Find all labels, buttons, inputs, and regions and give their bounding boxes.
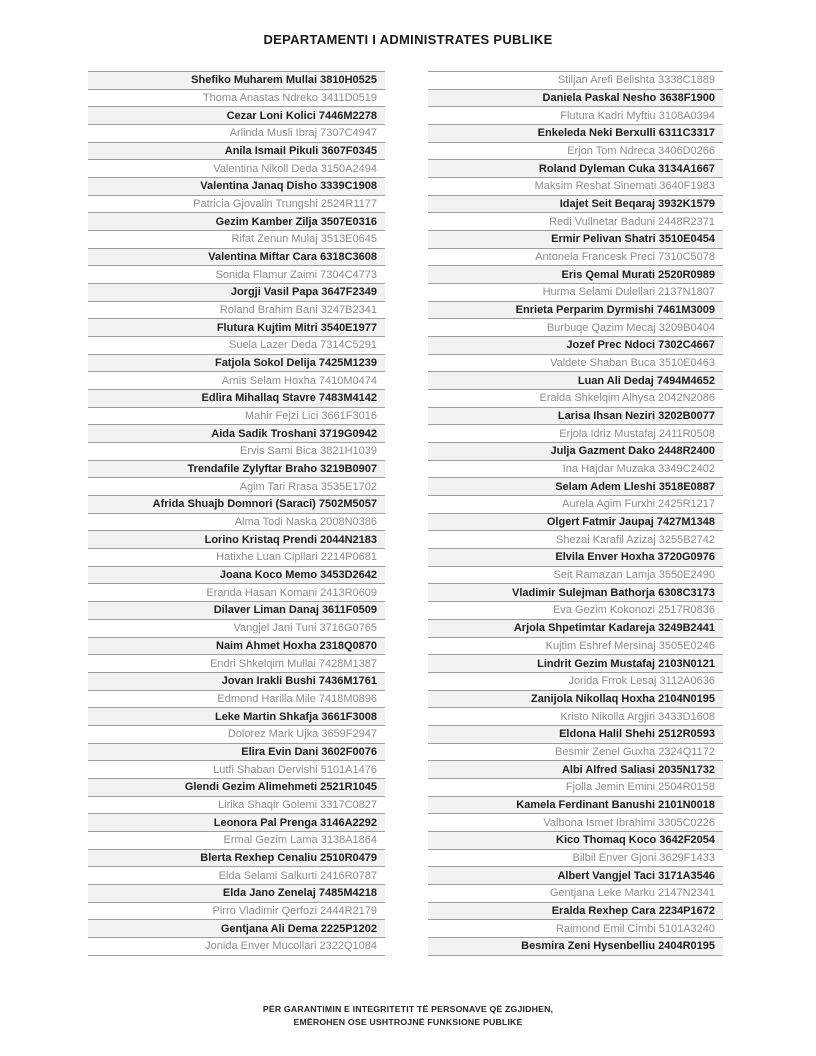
list-item: Jozef Prec Ndoci 7302C4667	[428, 337, 723, 355]
list-item: Luan Ali Dedaj 7494M4652	[428, 372, 723, 390]
list-item: Kico Thomaq Koco 3642F2054	[428, 832, 723, 850]
list-item: Trendafile Zylyftar Braho 3219B0907	[88, 461, 385, 479]
list-item: Vladimir Sulejman Bathorja 6308C3173	[428, 584, 723, 602]
list-item: Agim Tari Rrasa 3535E1702	[88, 478, 385, 496]
list-item: Albi Alfred Saliasi 2035N1732	[428, 761, 723, 779]
list-item: Aida Sadik Troshani 3719G0942	[88, 425, 385, 443]
list-item: Elda Selami Salkurti 2416R0787	[88, 867, 385, 885]
list-item: Antonela Francesk Preci 7310C5078	[428, 249, 723, 267]
list-item: Albert Vangjel Taci 3171A3546	[428, 867, 723, 885]
list-item: Julja Gazment Dako 2448R2400	[428, 443, 723, 461]
list-item: Eralda Rexhep Cara 2234P1672	[428, 903, 723, 921]
list-item: Suela Lazer Deda 7314C5291	[88, 337, 385, 355]
list-item: Valdete Shaban Buca 3510E0463	[428, 355, 723, 373]
list-item: Roland Dyleman Cuka 3134A1667	[428, 160, 723, 178]
list-item: Elda Jano Zenelaj 7485M4218	[88, 885, 385, 903]
list-item: Lorino Kristaq Prendi 2044N2183	[88, 531, 385, 549]
list-item: Eris Qemal Murati 2520R0989	[428, 266, 723, 284]
list-item: Bilbil Enver Gjoni 3629F1433	[428, 850, 723, 868]
list-item: Stiljan Arefi Belishta 3338C1889	[428, 72, 723, 90]
list-item: Anila Ismail Pikuli 3607F0345	[88, 143, 385, 161]
list-item: Dolorez Mark Ujka 3659F2947	[88, 726, 385, 744]
roster-column-right	[428, 71, 723, 956]
list-item: Patricia Gjovalin Trungshi 2524R1177	[88, 196, 385, 214]
list-item: Naim Ahmet Hoxha 2318Q0870	[88, 638, 385, 656]
list-item: Lutfi Shaban Dervishi 5101A1476	[88, 761, 385, 779]
list-item: Jovan Irakli Bushi 7436M1761	[88, 673, 385, 691]
footer-line-1: PËR GARANTIMIN E INTEGRITETIT TË PERSONAVE QË ZGJIDHEN,	[262, 1004, 554, 1014]
list-item: Eldona Halil Shehi 2512R0593	[428, 726, 723, 744]
list-item: Ina Hajdar Muzaka 3349C2402	[428, 461, 723, 479]
list-item: Ermal Gezim Lama 3138A1864	[88, 832, 385, 850]
list-item: Hatixhe Luan Cipllari 2214P0681	[88, 549, 385, 567]
page-footer	[0, 1003, 816, 1029]
footer-line-2: EMËROHEN OSE USHTROJNË FUNKSIONE PUBLIKE	[293, 1017, 523, 1027]
list-item: Valentina Miftar Cara 6318C3608	[88, 249, 385, 267]
list-item: Endri Shkelqim Mullai 7428M1387	[88, 655, 385, 673]
list-item: Blerta Rexhep Cenaliu 2510R0479	[88, 850, 385, 868]
list-item: Aurela Agim Furxhi 2425R1217	[428, 496, 723, 514]
list-item: Dilaver Liman Danaj 3611F0509	[88, 602, 385, 620]
list-item: Maksim Reshat Sinemati 3640F1983	[428, 178, 723, 196]
list-item: Redi Vullnetar Baduni 2448R2371	[428, 213, 723, 231]
list-item: Kristo Nikolla Argjiri 3433D1608	[428, 708, 723, 726]
list-item: Eva Gezim Kokonozi 2517R0836	[428, 602, 723, 620]
list-item: Burbuqe Qazim Mecaj 3209B0404	[428, 319, 723, 337]
list-item: Lirika Shaqir Golemi 3317C0827	[88, 797, 385, 815]
list-item: Mahir Fejzi Lici 3661F3016	[88, 408, 385, 426]
list-item: Joana Koco Memo 3453D2642	[88, 567, 385, 585]
list-item: Erjon Tom Ndreca 3406D0266	[428, 143, 723, 161]
list-item: Kamela Ferdinant Banushi 2101N0018	[428, 797, 723, 815]
list-item: Enrieta Perparim Dyrmishi 7461M3009	[428, 302, 723, 320]
list-item: Ermir Pelivan Shatri 3510E0454	[428, 231, 723, 249]
roster-column-left	[88, 71, 385, 956]
list-item: Afrida Shuajb Domnori (Saraci) 7502M5057	[88, 496, 385, 514]
list-item: Gezim Kamber Zilja 3507E0316	[88, 213, 385, 231]
list-item: Jorgji Vasil Papa 3647F2349	[88, 284, 385, 302]
list-item: Gentjana Ali Dema 2225P1202	[88, 920, 385, 938]
list-item: Olgert Fatmir Jaupaj 7427M1348	[428, 514, 723, 532]
list-item: Roland Brahim Bani 3247B2341	[88, 302, 385, 320]
list-item: Besmira Zeni Hysenbelliu 2404R0195	[428, 938, 723, 956]
list-item: Ervis Sami Bica 3821H1039	[88, 443, 385, 461]
list-item: Hurma Selami Dulellari 2137N1807	[428, 284, 723, 302]
list-item: Gentjana Leke Marku 2147N2341	[428, 885, 723, 903]
list-item: Leonora Pal Prenga 3146A2292	[88, 814, 385, 832]
list-item: Shezai Karafil Azizaj 3255B2742	[428, 531, 723, 549]
list-item: Alma Todi Naska 2008N0386	[88, 514, 385, 532]
list-item: Idajet Seit Beqaraj 3932K1579	[428, 196, 723, 214]
list-item: Enkeleda Neki Berxulli 6311C3317	[428, 125, 723, 143]
list-item: Selam Adem Lleshi 3518E0887	[428, 478, 723, 496]
list-item: Edlira Mihallaq Stavre 7483M4142	[88, 390, 385, 408]
list-item: Erjola Idriz Mustafaj 2411R0508	[428, 425, 723, 443]
list-item: Edmond Harilla Mile 7418M0896	[88, 691, 385, 709]
page-title: DEPARTAMENTI I ADMINISTRATES PUBLIKE	[263, 32, 553, 47]
list-item: Kujtim Eshref Mersinaj 3505E0246	[428, 638, 723, 656]
list-item: Jorida Frrok Lesaj 3112A0636	[428, 673, 723, 691]
list-item: Pirro Vladimir Qerfozi 2444R2179	[88, 903, 385, 921]
list-item: Arnis Selam Hoxha 7410M0474	[88, 372, 385, 390]
list-item: Valbona Ismet Ibrahimi 3305C0226	[428, 814, 723, 832]
list-item: Elira Evin Dani 3602F0076	[88, 744, 385, 762]
list-item: Eralda Shkelqim Alhysa 2042N2086	[428, 390, 723, 408]
list-item: Eranda Hasan Komani 2413R0609	[88, 584, 385, 602]
list-item: Elvila Enver Hoxha 3720G0976	[428, 549, 723, 567]
list-item: Besmir Zenel Guxha 2324Q1172	[428, 744, 723, 762]
list-item: Arlinda Musli Ibraj 7307C4947	[88, 125, 385, 143]
list-item: Sonida Flamur Zaimi 7304C4773	[88, 266, 385, 284]
list-item: Raimond Emil Cimbi 5101A3240	[428, 920, 723, 938]
list-item: Valentina Janaq Disho 3339C1908	[88, 178, 385, 196]
list-item: Daniela Paskal Nesho 3638F1900	[428, 90, 723, 108]
list-item: Thoma Anastas Ndreko 3411D0519	[88, 90, 385, 108]
list-item: Flutura Kadri Myftiu 3108A0394	[428, 107, 723, 125]
list-item: Flutura Kujtim Mitri 3540E1977	[88, 319, 385, 337]
list-item: Leke Martin Shkafja 3661F3008	[88, 708, 385, 726]
list-item: Cezar Loni Kolici 7446M2278	[88, 107, 385, 125]
list-item: Vangjel Jani Tuni 3716G0765	[88, 620, 385, 638]
list-item: Rifat Zenun Mulaj 3513E0645	[88, 231, 385, 249]
list-item: Arjola Shpetimtar Kadareja 3249B2441	[428, 620, 723, 638]
list-item: Fjolla Jemin Emini 2504R0158	[428, 779, 723, 797]
list-item: Larisa Ihsan Neziri 3202B0077	[428, 408, 723, 426]
list-item: Jonida Enver Mucollari 2322Q1084	[88, 938, 385, 956]
list-item: Seit Ramazan Lamja 3550E2490	[428, 567, 723, 585]
list-item: Fatjola Sokol Delija 7425M1239	[88, 355, 385, 373]
list-item: Lindrit Gezim Mustafaj 2103N0121	[428, 655, 723, 673]
list-item: Glendi Gezim Alimehmeti 2521R1045	[88, 779, 385, 797]
list-item: Valentina Nikoll Deda 3150A2494	[88, 160, 385, 178]
list-item: Zanijola Nikollaq Hoxha 2104N0195	[428, 691, 723, 709]
list-item: Shefiko Muharem Mullai 3810H0525	[88, 72, 385, 90]
